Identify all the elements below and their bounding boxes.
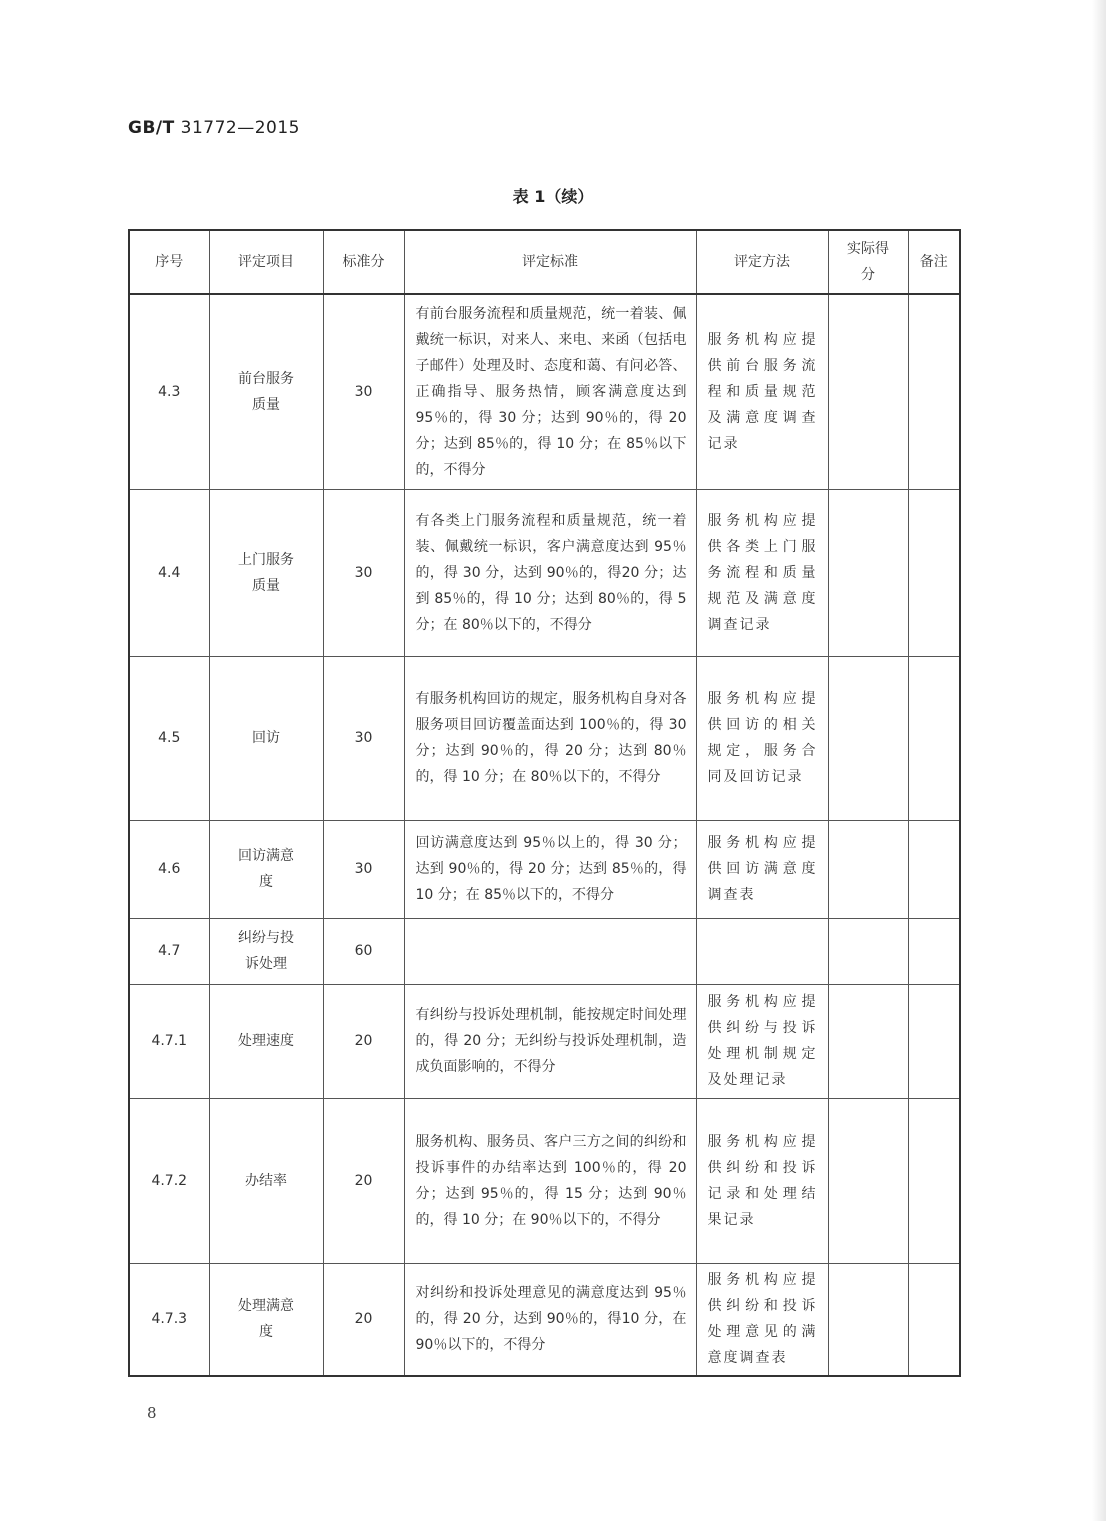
row-seq: 4.7.2	[129, 1098, 209, 1263]
row-actual-score	[828, 1263, 908, 1376]
row-item: 办结率	[209, 1098, 323, 1263]
row-item-label: 前台服务质量	[238, 370, 294, 413]
row-item	[209, 489, 323, 656]
row-method	[696, 918, 828, 984]
row-note	[908, 294, 960, 489]
row-note	[908, 1098, 960, 1263]
row-score: 20	[323, 1098, 404, 1263]
table-row	[129, 294, 960, 489]
header-item: 评定项目	[209, 230, 323, 294]
row-item-label: 上门服务质量	[238, 551, 294, 594]
row-item-label: 处理满意度	[238, 1298, 294, 1341]
row-seq: 4.6	[129, 820, 209, 918]
page-number: 8	[147, 1404, 157, 1422]
row-criteria: 有服务机构回访的规定，服务机构自身对各服务项目回访覆盖面达到 100％的，得 30 分；达到 90％的，得 20 分；达到 80％的，得 10 分；在 80％以下的，不得分	[404, 656, 696, 820]
row-seq: 4.3	[129, 294, 209, 489]
row-item: 处理速度	[209, 984, 323, 1098]
row-criteria: 服务机构、服务员、客户三方之间的纠纷和投诉事件的办结率达到 100％的，得 20 分；达到 95％的，得 15 分；达到 90％的，得 10 分；在 90％以下的，不得分	[404, 1098, 696, 1263]
table-row	[129, 820, 960, 918]
row-criteria: 有各类上门服务流程和质量规范，统一着装、佩戴统一标识，客户满意度达到 95％的，得 30 分，达到 90％的，得20 分；达到 85％的，得 10 分；达到 80％的，得 5 分；在 80％以下的，不得分	[404, 489, 696, 656]
row-method: 服务机构应提供前台服务流程和质量规范及满意度调查记录	[696, 294, 828, 489]
table-row	[129, 918, 960, 984]
row-method: 服务机构应提供纠纷和投诉处理意见的满意度调查表	[696, 1263, 828, 1376]
row-seq: 4.4	[129, 489, 209, 656]
row-seq: 4.7	[129, 918, 209, 984]
row-method: 服务机构应提供纠纷与投诉处理机制规定及处理记录	[696, 984, 828, 1098]
row-note	[908, 984, 960, 1098]
row-item-label: 回访	[252, 730, 280, 746]
row-score: 30	[323, 820, 404, 918]
row-actual-score	[828, 1098, 908, 1263]
document-code-prefix: GB/T	[128, 118, 175, 138]
row-note	[908, 489, 960, 656]
row-score: 30	[323, 656, 404, 820]
row-item-label: 回访满意度	[238, 848, 294, 890]
row-note	[908, 820, 960, 918]
table-row	[129, 984, 960, 1098]
row-score: 60	[323, 918, 404, 984]
row-item	[209, 918, 323, 984]
table-row	[129, 656, 960, 820]
row-criteria: 有前台服务流程和质量规范，统一着装、佩戴统一标识，对来人、来电、来函（包括电子邮件）处理及时、态度和蔼、有问必答、正确指导、服务热情，顾客满意度达到 95％的，得 30 分；达到 90％的，得 20 分；达到 85％的，得 10 分；在 85％以下的，不得分	[404, 294, 696, 489]
row-actual-score	[828, 489, 908, 656]
header-method: 评定方法	[696, 230, 828, 294]
row-item	[209, 1263, 323, 1376]
row-actual-score	[828, 820, 908, 918]
header-actual-label: 实际得分	[847, 241, 889, 283]
header-note: 备注	[908, 230, 960, 294]
row-actual-score	[828, 918, 908, 984]
header-seq: 序号	[129, 230, 209, 294]
row-actual-score	[828, 294, 908, 489]
row-score: 20	[323, 1263, 404, 1376]
table-header-row	[129, 230, 960, 294]
row-item	[209, 820, 323, 918]
row-seq: 4.7.1	[129, 984, 209, 1098]
row-method: 服务机构应提供回访的相关规定，服务合同及回访记录	[696, 656, 828, 820]
row-method: 服务机构应提供各类上门服务流程和质量规范及满意度调查记录	[696, 489, 828, 656]
row-score: 30	[323, 489, 404, 656]
row-score: 30	[323, 294, 404, 489]
row-criteria: 回访满意度达到 95％以上的，得 30 分；达到 90％的，得 20 分；达到 85％的，得 10 分；在 85％以下的，不得分	[404, 820, 696, 918]
header-criteria: 评定标准	[404, 230, 696, 294]
document-code	[128, 118, 300, 138]
row-seq: 4.5	[129, 656, 209, 820]
row-score: 20	[323, 984, 404, 1098]
table-row	[129, 1098, 960, 1263]
row-method: 服务机构应提供纠纷和投诉记录和处理结果记录	[696, 1098, 828, 1263]
table-row	[129, 1263, 960, 1376]
table-title: 表 1（续）	[512, 187, 594, 206]
evaluation-table	[128, 229, 961, 1377]
row-item	[209, 656, 323, 820]
row-criteria	[404, 918, 696, 984]
row-actual-score	[828, 984, 908, 1098]
header-score: 标准分	[323, 230, 404, 294]
row-note	[908, 918, 960, 984]
row-note	[908, 656, 960, 820]
row-actual-score	[828, 656, 908, 820]
row-criteria: 有纠纷与投诉处理机制，能按规定时间处理的，得 20 分；无纠纷与投诉处理机制，造成负面影响的，不得分	[404, 984, 696, 1098]
document-code-number: 31772—2015	[180, 118, 300, 138]
header-actual	[828, 230, 908, 294]
row-criteria: 对纠纷和投诉处理意见的满意度达到 95％的，得 20 分，达到 90％的，得10 分，在 90％以下的，不得分	[404, 1263, 696, 1376]
page-edge-shadow	[1092, 0, 1106, 1521]
row-method: 服务机构应提供回访满意度调查表	[696, 820, 828, 918]
row-item	[209, 294, 323, 489]
row-seq: 4.7.3	[129, 1263, 209, 1376]
row-note	[908, 1263, 960, 1376]
row-item-label: 纠纷与投诉处理	[238, 930, 294, 972]
table-row	[129, 489, 960, 656]
